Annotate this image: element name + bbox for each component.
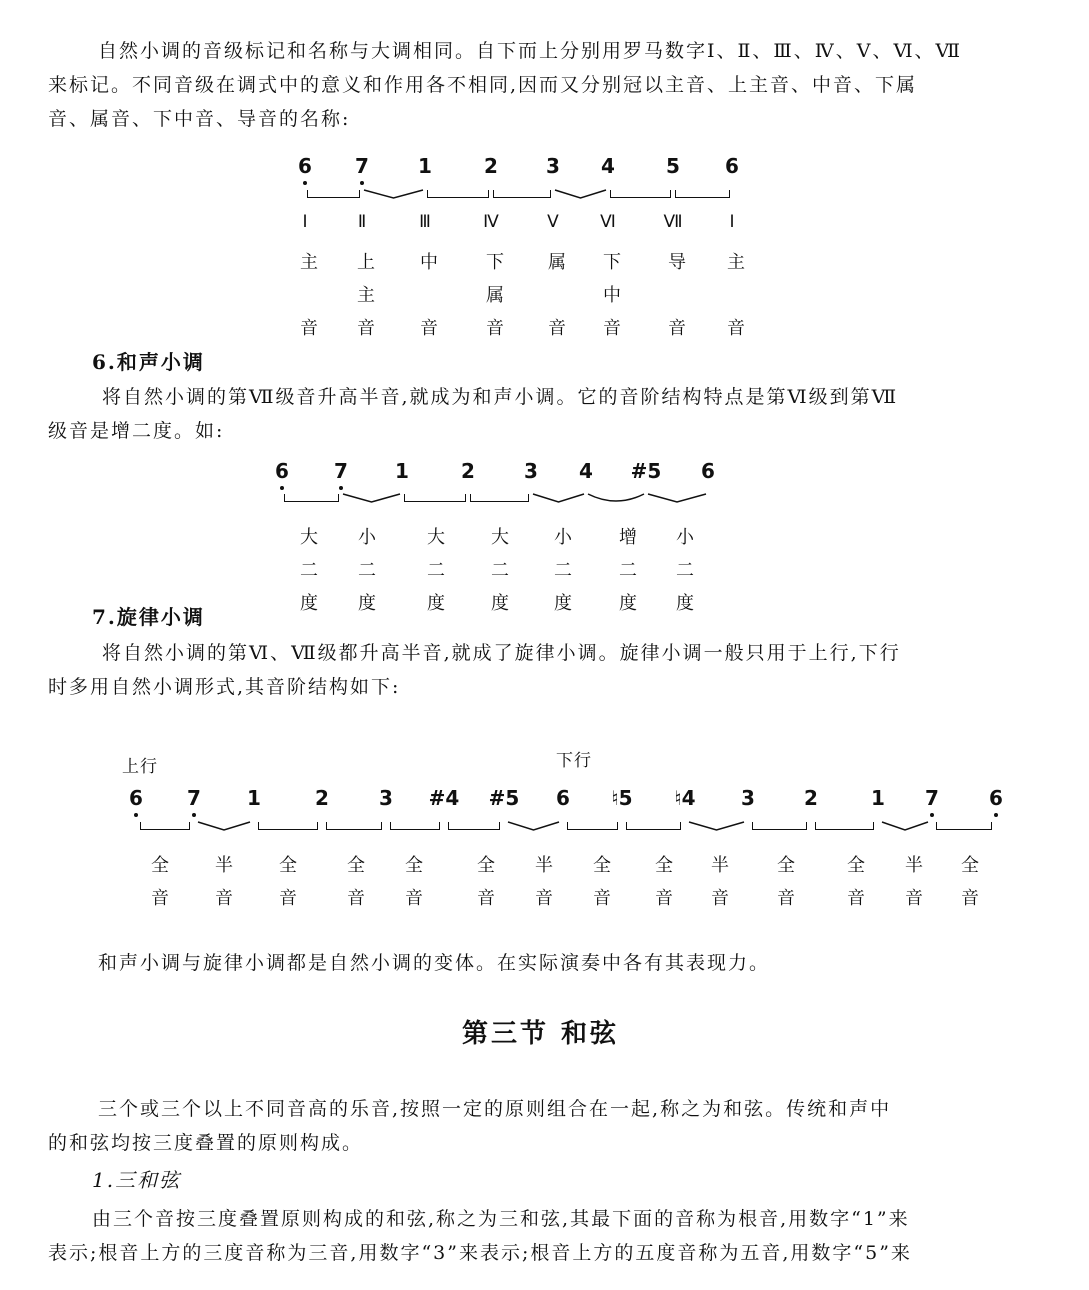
summary-text: 和声小调与旋律小调都是自然小调的变体。在实际演奏中各有其表现力。 bbox=[98, 952, 771, 974]
scale-degree-roman: Ⅲ bbox=[419, 212, 431, 231]
step-char: 半 bbox=[711, 855, 729, 876]
step-char: 全 bbox=[847, 855, 865, 876]
interval-char: 小 bbox=[554, 527, 572, 548]
scale-note: 6 bbox=[989, 786, 1003, 810]
scale-note: 6 bbox=[725, 154, 739, 178]
scale-degree-roman: Ⅳ bbox=[483, 212, 499, 231]
whole-step-bracket bbox=[427, 190, 489, 198]
degree-name-char: 音 bbox=[420, 318, 438, 339]
step-char: 音 bbox=[405, 888, 423, 909]
step-char: 音 bbox=[905, 888, 923, 909]
degree-name-char: 上 bbox=[357, 252, 375, 273]
low-octave-dot bbox=[134, 813, 138, 817]
whole-step-bracket bbox=[675, 190, 730, 198]
scale-note: 3 bbox=[741, 786, 755, 810]
step-char: 全 bbox=[347, 855, 365, 876]
low-octave-dot bbox=[994, 813, 998, 817]
interval-char: 度 bbox=[676, 593, 694, 614]
step-char: 音 bbox=[711, 888, 729, 909]
low-octave-dot bbox=[930, 813, 934, 817]
interval-char: 二 bbox=[300, 560, 318, 581]
half-step-vee bbox=[689, 820, 744, 834]
scale-note: 6 bbox=[129, 786, 143, 810]
whole-step-bracket bbox=[326, 822, 382, 830]
scale-note: 6 bbox=[701, 459, 715, 483]
harmonic-line-2: 级音是增二度。如: bbox=[48, 420, 225, 442]
low-octave-dot bbox=[192, 813, 196, 817]
interval-char: 度 bbox=[300, 593, 318, 614]
step-char: 全 bbox=[961, 855, 979, 876]
interval-char: 增 bbox=[619, 527, 637, 548]
degree-name-char: 音 bbox=[727, 318, 745, 339]
whole-step-bracket bbox=[936, 822, 992, 830]
whole-step-bracket bbox=[307, 190, 360, 198]
scale-note: 1 bbox=[418, 154, 432, 178]
scale-note: 6 bbox=[556, 786, 570, 810]
half-step-vee bbox=[533, 492, 584, 506]
degree-name-char: 属 bbox=[486, 285, 504, 306]
intro-line-3: 音、属音、下中音、导音的名称: bbox=[48, 108, 351, 130]
harmonic-line-1: 将自然小调的第Ⅶ级音升高半音,就成为和声小调。它的音阶结构特点是第Ⅵ级到第Ⅶ bbox=[102, 386, 899, 408]
augmented-step-arc bbox=[588, 492, 644, 506]
interval-char: 二 bbox=[554, 560, 572, 581]
whole-step-bracket bbox=[752, 822, 807, 830]
step-char: 全 bbox=[777, 855, 795, 876]
scale-note: ♮4 bbox=[674, 786, 696, 810]
half-step-vee bbox=[364, 188, 423, 202]
whole-step-bracket bbox=[448, 822, 500, 830]
interval-char: 小 bbox=[676, 527, 694, 548]
whole-step-bracket bbox=[284, 494, 339, 502]
scale-note: 2 bbox=[315, 786, 329, 810]
degree-name-char: 下 bbox=[486, 252, 504, 273]
chord-para-1-line-2: 的和弦均按三度叠置的原则构成。 bbox=[48, 1132, 364, 1154]
descending-label: 下行 bbox=[556, 751, 592, 771]
step-char: 全 bbox=[655, 855, 673, 876]
half-step-vee bbox=[508, 820, 559, 834]
melodic-line-1: 将自然小调的第Ⅵ、Ⅶ级都升高半音,就成了旋律小调。旋律小调一般只用于上行,下行 bbox=[102, 642, 901, 664]
low-octave-dot bbox=[303, 181, 307, 185]
whole-step-bracket bbox=[626, 822, 681, 830]
ascending-label: 上行 bbox=[122, 757, 158, 777]
step-char: 音 bbox=[655, 888, 673, 909]
degree-name-char: 音 bbox=[486, 318, 504, 339]
triad-heading: 1.三和弦 bbox=[92, 1168, 182, 1192]
scale-note: 6 bbox=[275, 459, 289, 483]
step-char: 全 bbox=[405, 855, 423, 876]
step-char: 全 bbox=[477, 855, 495, 876]
step-char: 音 bbox=[215, 888, 233, 909]
step-char: 音 bbox=[477, 888, 495, 909]
degree-name-char: 音 bbox=[357, 318, 375, 339]
degree-name-char: 音 bbox=[300, 318, 318, 339]
interval-char: 小 bbox=[358, 527, 376, 548]
scale-note: 3 bbox=[524, 459, 538, 483]
scale-degree-roman: Ⅱ bbox=[357, 212, 367, 231]
interval-char: 二 bbox=[491, 560, 509, 581]
step-char: 音 bbox=[151, 888, 169, 909]
degree-name-char: 主 bbox=[727, 252, 745, 273]
whole-step-bracket bbox=[258, 822, 318, 830]
half-step-vee bbox=[882, 820, 928, 834]
step-char: 音 bbox=[847, 888, 865, 909]
scale-note: 7 bbox=[355, 154, 369, 178]
harmonic-minor-heading: 6.和声小调 bbox=[92, 350, 205, 374]
scale-note: 4 bbox=[579, 459, 593, 483]
degree-name-char: 下 bbox=[603, 252, 621, 273]
interval-char: 度 bbox=[358, 593, 376, 614]
step-char: 全 bbox=[151, 855, 169, 876]
interval-char: 二 bbox=[358, 560, 376, 581]
scale-note: 5 bbox=[666, 154, 680, 178]
scale-degree-roman: Ⅰ bbox=[302, 212, 308, 231]
degree-name-char: 音 bbox=[548, 318, 566, 339]
scale-note: #5 bbox=[630, 459, 662, 483]
scale-degree-roman: Ⅵ bbox=[600, 212, 616, 231]
low-octave-dot bbox=[339, 486, 343, 490]
whole-step-bracket bbox=[390, 822, 440, 830]
interval-char: 二 bbox=[427, 560, 445, 581]
scale-degree-roman: Ⅰ bbox=[729, 212, 735, 231]
intro-line-2: 来标记。不同音级在调式中的意义和作用各不相同,因而又分别冠以主音、上主音、中音、下属 bbox=[48, 74, 918, 96]
scale-note: 6 bbox=[298, 154, 312, 178]
degree-name-char: 中 bbox=[603, 285, 621, 306]
scale-note: 2 bbox=[484, 154, 498, 178]
interval-char: 度 bbox=[427, 593, 445, 614]
melodic-minor-heading: 7.旋律小调 bbox=[92, 605, 205, 629]
whole-step-bracket bbox=[470, 494, 529, 502]
interval-char: 二 bbox=[619, 560, 637, 581]
step-char: 音 bbox=[347, 888, 365, 909]
degree-name-char: 音 bbox=[668, 318, 686, 339]
scale-note: 1 bbox=[247, 786, 261, 810]
interval-char: 大 bbox=[427, 527, 445, 548]
chord-para-1-line-1: 三个或三个以上不同音高的乐音,按照一定的原则组合在一起,称之为和弦。传统和声中 bbox=[98, 1098, 892, 1120]
whole-step-bracket bbox=[815, 822, 874, 830]
whole-step-bracket bbox=[610, 190, 671, 198]
interval-char: 二 bbox=[676, 560, 694, 581]
chord-para-2-line-2: 表示;根音上方的三度音称为三音,用数字“3”来表示;根音上方的五度音称为五音,用数字“5”来 bbox=[48, 1242, 912, 1264]
scale-note: 3 bbox=[379, 786, 393, 810]
scale-note: #4 bbox=[428, 786, 460, 810]
scale-note: 3 bbox=[546, 154, 560, 178]
half-step-vee bbox=[555, 188, 606, 202]
scale-note: 1 bbox=[871, 786, 885, 810]
step-char: 全 bbox=[279, 855, 297, 876]
whole-step-bracket bbox=[567, 822, 618, 830]
scale-note: 7 bbox=[334, 459, 348, 483]
whole-step-bracket bbox=[493, 190, 551, 198]
interval-char: 大 bbox=[300, 527, 318, 548]
intro-line-1: 自然小调的音级标记和名称与大调相同。自下而上分别用罗马数字Ⅰ、Ⅱ、Ⅲ、Ⅳ、Ⅴ、Ⅵ、Ⅶ bbox=[98, 40, 963, 62]
degree-name-char: 主 bbox=[357, 285, 375, 306]
step-char: 半 bbox=[215, 855, 233, 876]
half-step-vee bbox=[648, 492, 706, 506]
step-char: 半 bbox=[535, 855, 553, 876]
step-char: 音 bbox=[593, 888, 611, 909]
scale-note: 7 bbox=[187, 786, 201, 810]
scale-note: 4 bbox=[601, 154, 615, 178]
low-octave-dot bbox=[280, 486, 284, 490]
whole-step-bracket bbox=[140, 822, 190, 830]
low-octave-dot bbox=[360, 181, 364, 185]
degree-name-char: 主 bbox=[300, 252, 318, 273]
step-char: 音 bbox=[777, 888, 795, 909]
interval-char: 度 bbox=[619, 593, 637, 614]
half-step-vee bbox=[198, 820, 250, 834]
section-title: 第三节 和弦 bbox=[462, 1019, 620, 1049]
half-step-vee bbox=[343, 492, 400, 506]
degree-name-char: 属 bbox=[548, 252, 566, 273]
interval-char: 度 bbox=[491, 593, 509, 614]
degree-name-char: 中 bbox=[420, 252, 438, 273]
scale-note: 2 bbox=[804, 786, 818, 810]
interval-char: 大 bbox=[491, 527, 509, 548]
step-char: 全 bbox=[593, 855, 611, 876]
step-char: 音 bbox=[535, 888, 553, 909]
degree-name-char: 导 bbox=[668, 252, 686, 273]
chord-para-2-line-1: 由三个音按三度叠置原则构成的和弦,称之为三和弦,其最下面的音称为根音,用数字“1”来 bbox=[92, 1208, 910, 1230]
scale-degree-roman: Ⅶ bbox=[663, 212, 683, 231]
scale-degree-roman: Ⅴ bbox=[547, 212, 559, 231]
interval-char: 度 bbox=[554, 593, 572, 614]
scale-note: 1 bbox=[395, 459, 409, 483]
step-char: 半 bbox=[905, 855, 923, 876]
degree-name-char: 音 bbox=[603, 318, 621, 339]
step-char: 音 bbox=[279, 888, 297, 909]
melodic-line-2: 时多用自然小调形式,其音阶结构如下: bbox=[48, 676, 401, 698]
scale-note: ♮5 bbox=[611, 786, 633, 810]
scale-note: 2 bbox=[461, 459, 475, 483]
scale-note: #5 bbox=[488, 786, 520, 810]
scale-note: 7 bbox=[925, 786, 939, 810]
step-char: 音 bbox=[961, 888, 979, 909]
whole-step-bracket bbox=[404, 494, 466, 502]
